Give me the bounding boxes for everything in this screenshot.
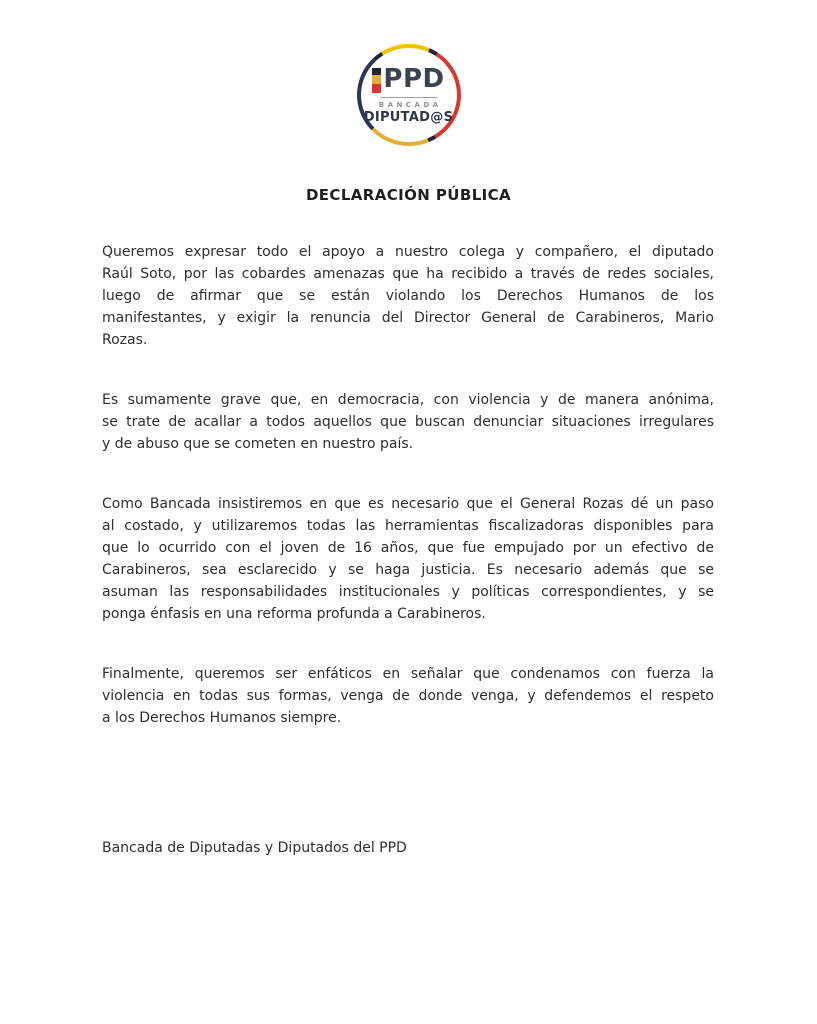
ppd-flag-icon xyxy=(372,68,381,93)
paragraph-line: Raúl Soto, por las cobardes amenazas que ha recibido a través de redes sociales, xyxy=(102,266,714,282)
flag-dark-block xyxy=(372,68,381,76)
document-title: DECLARACIÓN PÚBLICA xyxy=(305,186,512,204)
paragraph-line: Rozas. xyxy=(102,332,148,348)
paragraph xyxy=(102,663,714,729)
paragraph-line: asuman las responsabilidades institucionales y políticas correspondientes, y se xyxy=(102,584,714,600)
paragraph-line: Finalmente, queremos ser enfáticos en señalar que condenamos con fuerza la xyxy=(102,666,714,682)
paragraph-line: violencia en todas sus formas, venga de donde venga, y defendemos el respeto xyxy=(102,688,714,704)
paragraph-line: Como Bancada insistiremos en que es necesario que el General Rozas dé un paso xyxy=(102,496,714,512)
paragraph xyxy=(102,389,714,455)
paragraph xyxy=(102,241,714,351)
document-body xyxy=(102,241,714,729)
paragraph-line: ponga énfasis en una reforma profunda a Carabineros. xyxy=(102,606,486,622)
paragraph-line: Queremos expresar todo el apoyo a nuestro colega y compañero, el diputado xyxy=(102,244,714,260)
signature-line: Bancada de Diputadas y Diputados del PPD xyxy=(102,840,407,856)
paragraph-line: a los Derechos Humanos siempre. xyxy=(102,710,342,726)
paragraph xyxy=(102,493,714,625)
paragraph-line: y de abuso que se cometen en nuestro país. xyxy=(102,436,414,452)
logo-ring-icon xyxy=(357,44,461,146)
paragraph-line: manifestantes, y exigir la renuncia del Director General de Carabineros, Mario xyxy=(102,310,714,326)
paragraph-line: se trate de acallar a todos aquellos que buscan denunciar situaciones irregulares xyxy=(102,414,714,430)
paragraph-line: Carabineros, sea esclarecido y se haga justicia. Es necesario además que se xyxy=(102,562,714,578)
paragraph-line: al costado, y utilizaremos todas las herramientas fiscalizadoras disponibles para xyxy=(102,518,714,534)
logo-bancada-label: BANCADA xyxy=(378,100,442,109)
ppd-logo xyxy=(0,0,817,146)
flag-red-block xyxy=(372,84,381,93)
logo-inner xyxy=(361,48,457,142)
logo-divider xyxy=(381,97,437,98)
flag-yellow-block xyxy=(372,75,381,84)
logo-brand-row xyxy=(372,63,445,94)
paragraph-line: que lo ocurrido con el joven de 16 años, que fue empujado por un efectivo de xyxy=(102,540,714,556)
logo-diputados-label: DIPUTAD@S xyxy=(363,109,454,125)
paragraph-line: Es sumamente grave que, en democracia, con violencia y de manera anónima, xyxy=(102,392,714,408)
paragraph-line: luego de afirmar que se están violando los Derechos Humanos de los xyxy=(102,288,714,304)
logo-brand-text: PPD xyxy=(383,63,445,94)
